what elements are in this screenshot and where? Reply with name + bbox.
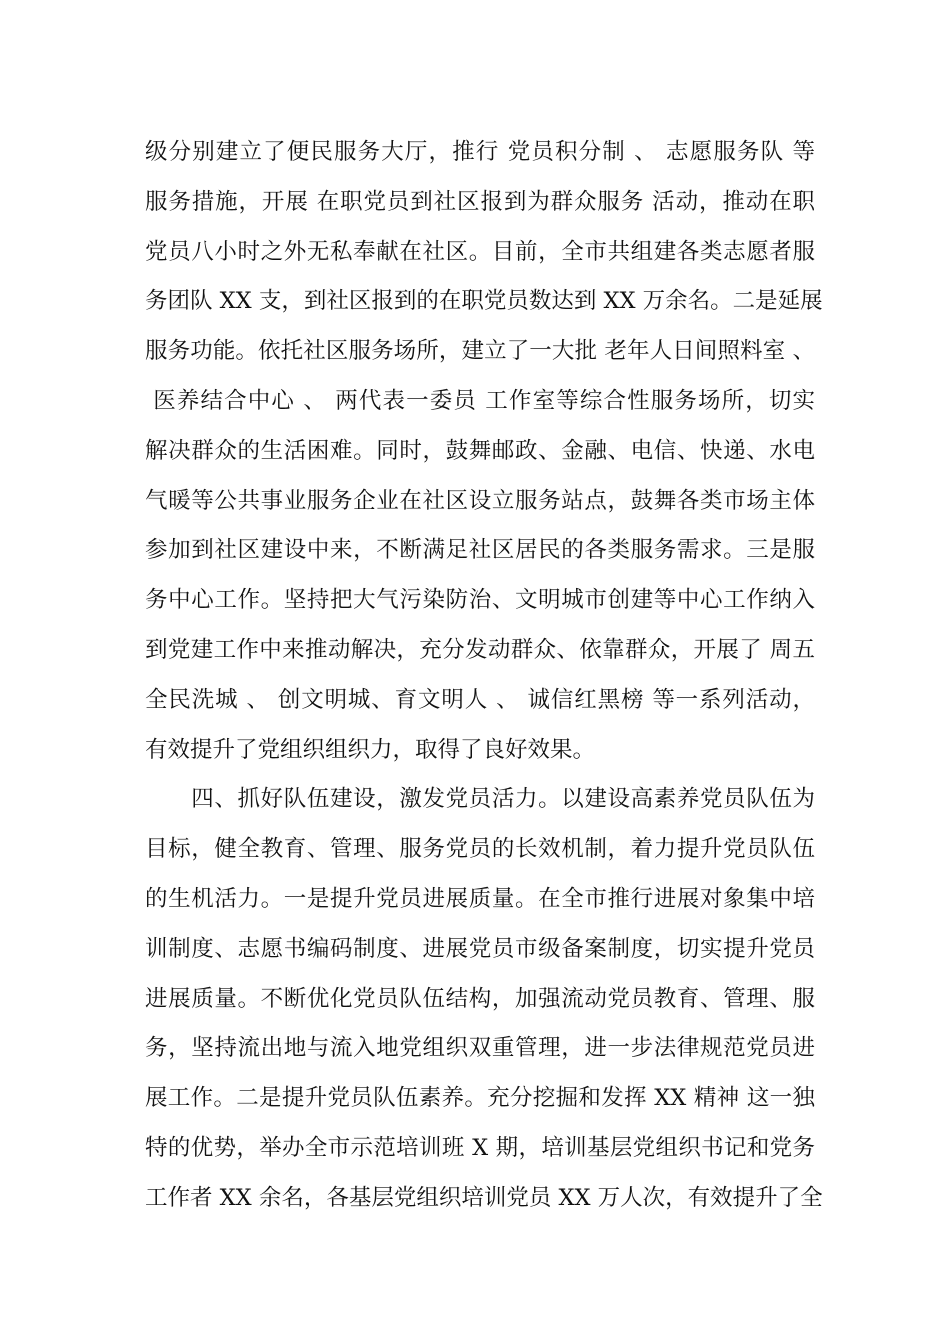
- text-line-7: 解决群众的生活困难。同时，鼓舞邮政、金融、电信、快递、水电: [145, 437, 815, 464]
- text-line-15: 目标，健全教育、管理、服务党员的长效机制，着力提升党员队伍: [145, 836, 815, 863]
- text-line-5: 服务功能。依托社区服务场所，建立了一大批 老年人日间照料室 、: [145, 338, 815, 365]
- text-line-14: 四、抓好队伍建设，激发党员活力。以建设高素养党员队伍为: [145, 786, 815, 813]
- text-line-2: 服务措施，开展 在职党员到社区报到为群众服务 活动，推动在职: [145, 188, 815, 215]
- text-line-22: 工作者 XX 余名，各基层党组织培训党员 XX 万人次，有效提升了全: [145, 1184, 823, 1211]
- text-line-8: 气暖等公共事业服务企业在社区设立服务站点，鼓舞各类市场主体: [145, 487, 815, 514]
- text-line-10: 务中心工作。坚持把大气污染防治、文明城市创建等中心工作纳入: [145, 587, 815, 614]
- text-line-16: 的生机活力。一是提升党员进展质量。在全市推行进展对象集中培: [145, 885, 815, 912]
- text-line-12: 全民洗城 、 创文明城、育文明人 、 诚信红黑榜 等一系列活动，: [145, 686, 815, 713]
- text-line-13: 有效提升了党组织组织力，取得了良好效果。: [145, 736, 596, 763]
- text-line-18: 进展质量。不断优化党员队伍结构，加强流动党员教育、管理、服: [145, 985, 815, 1012]
- text-line-21: 特的优势，举办全市示范培训班 X 期，培训基层党组织书记和党务: [145, 1134, 815, 1161]
- text-line-6: 医养结合中心 、 两代表一委员 工作室等综合性服务场所，切实: [145, 387, 815, 414]
- text-line-17: 训制度、志愿书编码制度、进展党员市级备案制度，切实提升党员: [145, 935, 815, 962]
- text-line-11: 到党建工作中来推动解决，充分发动群众、依靠群众，开展了 周五: [145, 636, 815, 663]
- text-line-3: 党员八小时之外无私奉献在社区。目前，全市共组建各类志愿者服: [145, 238, 815, 265]
- text-line-4: 务团队 XX 支，到社区报到的在职党员数达到 XX 万余名。二是延展: [145, 288, 823, 315]
- text-line-20: 展工作。二是提升党员队伍素养。充分挖掘和发挥 XX 精神 这一独: [145, 1085, 815, 1112]
- text-line-19: 务，坚持流出地与流入地党组织双重管理，进一步法律规范党员进: [145, 1035, 815, 1062]
- text-line-1: 级分别建立了便民服务大厅，推行 党员积分制 、 志愿服务队 等: [145, 139, 815, 165]
- body-text: [145, 128, 823, 1224]
- text-line-9: 参加到社区建设中来，不断满足社区居民的各类服务需求。三是服: [145, 537, 815, 564]
